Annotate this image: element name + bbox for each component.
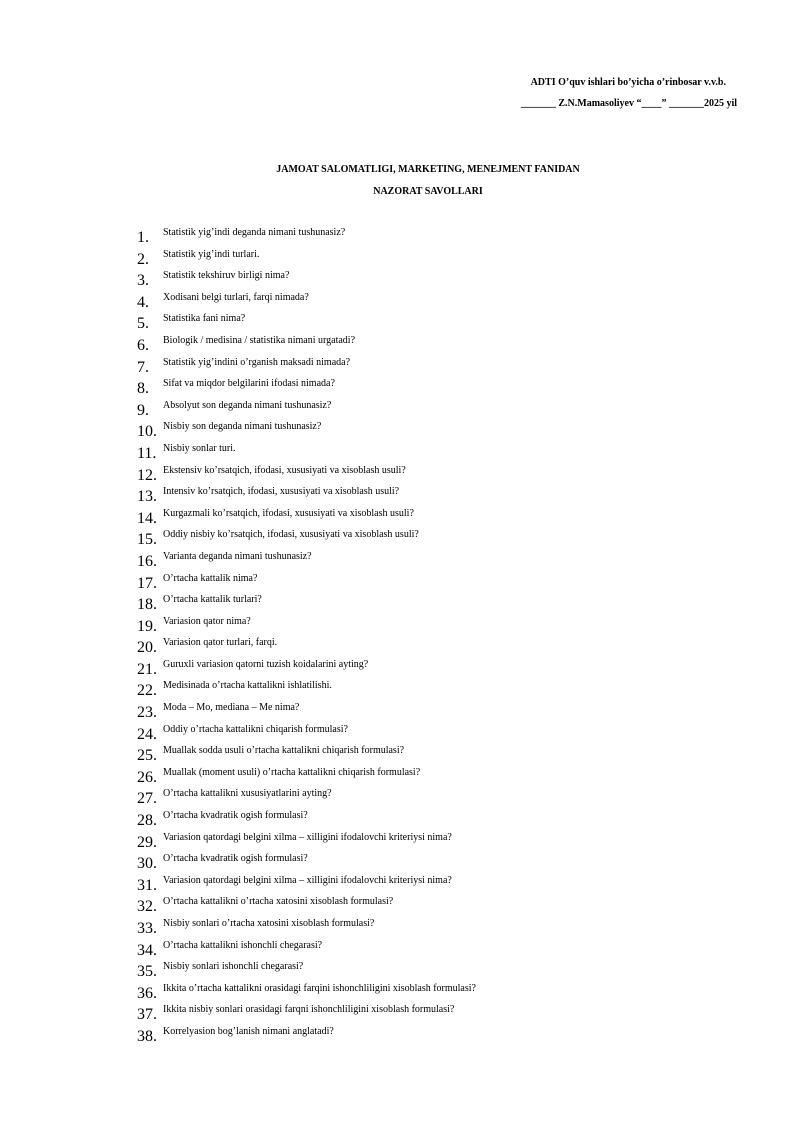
question-number: 15. [137,531,157,549]
question-text: Variasion qatordagi belgini xilma – xilligini ifodalovchi kriteriysi nima? [163,831,452,843]
question-text: Oddiy nisbiy ko’rsatqich, ifodasi, xususiyati va xisoblash usuli? [163,529,419,541]
question-number: 38. [137,1027,157,1045]
question-text: Oddiy o’rtacha kattalikni chiqarish formulasi? [163,723,348,735]
question-number: 23. [137,704,157,722]
question-text: Nisbiy sonlari ishonchli chegarasi? [163,961,304,973]
question-number: 13. [137,488,157,506]
question-number: 2. [137,250,149,268]
question-text: Moda – Mo, mediana – Me nima? [163,702,300,714]
question-number: 9. [137,401,149,419]
question-number: 36. [137,984,157,1002]
question-text: Muallak (moment usuli) o’rtacha kattalikni chiqarish formulasi? [163,766,421,778]
approval-signature-date-line: _______ Z.N.Mamasoliyev “____” _______2025 yil [520,98,737,109]
question-number: 8. [137,380,149,398]
question-number: 22. [137,682,157,700]
question-text: Xodisani belgi turlari, farqi nimada? [163,291,309,303]
question-text: O’rtacha kvadratik ogish formulasi? [163,853,308,865]
question-number: 31. [137,876,157,894]
question-text: Absolyut son deganda nimani tushunasiz? [163,399,332,411]
question-text: Medisinada o’rtacha kattalikni ishlatilishi. [163,680,332,692]
question-text: Statistik yig’indi turlari. [163,248,260,260]
question-number: 28. [137,812,157,830]
question-text: Variasion qator nima? [163,615,251,627]
question-number: 35. [137,963,157,981]
question-text: Nisbiy sonlar turi. [163,442,236,454]
question-text: O’rtacha kattalik nima? [163,572,258,584]
question-number: 7. [137,358,149,376]
question-text: Ikkita o’rtacha kattalikni orasidagi farqini ishonchliligini xisoblash formulasi? [163,982,476,994]
question-number: 1. [137,229,149,246]
question-text: Varianta deganda nimani tushunasiz? [163,550,312,562]
question-number: 11. [137,444,157,462]
approval-title: ADTI O’quv ishlari bo’yicha o’rinbosar v.v.b. [530,77,726,88]
question-number: 16. [137,552,157,570]
question-text: Ekstensiv ko’rsatqich, ifodasi, xususiyati va xisoblash usuli? [163,464,406,476]
question-text: Statistik yig’indi deganda nimani tushunasiz? [163,227,346,238]
document-subtitle: NAZORAT SAVOLLARI [373,186,483,197]
question-text: O’rtacha kattalikni o’rtacha xatosini xisoblash formulasi? [163,896,394,908]
question-text: Korrelyasion bog’lanish nimani anglatadi? [163,1025,334,1037]
question-number: 3. [137,272,149,290]
question-number: 4. [137,293,149,311]
question-number: 26. [137,768,157,786]
question-number: 19. [137,617,157,635]
question-number: 17. [137,574,157,592]
question-text: O’rtacha kattalikni xususiyatlarini ayting? [163,788,332,800]
question-number: 32. [137,898,157,916]
question-number: 27. [137,790,157,808]
question-number: 25. [137,747,157,765]
question-text: Sifat va miqdor belgilarini ifodasi nimada? [163,378,335,390]
question-text: Variasion qatordagi belgini xilma – xilligini ifodalovchi kriteriysi nima? [163,874,452,886]
question-text: Statistika fani nima? [163,313,246,325]
question-number: 18. [137,596,157,614]
question-text: Statistik yig’indini o’rganish maksadi nimada? [163,356,351,368]
question-number: 6. [137,336,149,354]
question-number: 37. [137,1006,157,1024]
question-text: O’rtacha kattalik turlari? [163,594,262,606]
question-text: Guruxli variasion qatorni tuzish koidalarini ayting? [163,658,369,670]
question-text: Kurgazmali ko’rsatqich, ifodasi, xususiyati va xisoblash usuli? [163,507,414,519]
question-text: Nisbiy sonlari o’rtacha xatosini xisoblash formulasi? [163,918,375,929]
question-text: Intensiv ko’rsatqich, ifodasi, xususiyati va xisoblash usuli? [163,486,400,498]
question-text: Ikkita nisbiy sonlari orasidagi farqni ishonchliligini xisoblash formulasi? [163,1004,455,1016]
question-number: 34. [137,941,157,959]
question-number: 33. [137,920,157,937]
question-number: 12. [137,466,157,484]
question-text: Biologik / medisina / statistika nimani urgatadi? [163,334,356,346]
question-text: Muallak sodda usuli o’rtacha kattalikni chiqarish formulasi? [163,745,405,757]
question-number: 10. [137,423,157,441]
document-title: JAMOAT SALOMATLIGI, MARKETING, MENEJMENT FANIDAN [276,164,580,175]
question-number: 30. [137,855,157,873]
question-text: Nisbiy son deganda nimani tushunasiz? [163,421,322,433]
question-text: O’rtacha kattalikni ishonchli chegarasi? [163,939,323,951]
question-number: 29. [137,833,157,851]
question-number: 5. [137,315,149,333]
question-number: 20. [137,639,157,657]
question-number: 14. [137,509,157,527]
question-text: Variasion qator turlari, farqi. [163,637,278,649]
question-text: O’rtacha kvadratik ogish formulasi? [163,810,308,822]
question-number: 24. [137,725,157,743]
question-number: 21. [137,660,157,678]
question-text: Statistik tekshiruv birligi nima? [163,270,290,282]
